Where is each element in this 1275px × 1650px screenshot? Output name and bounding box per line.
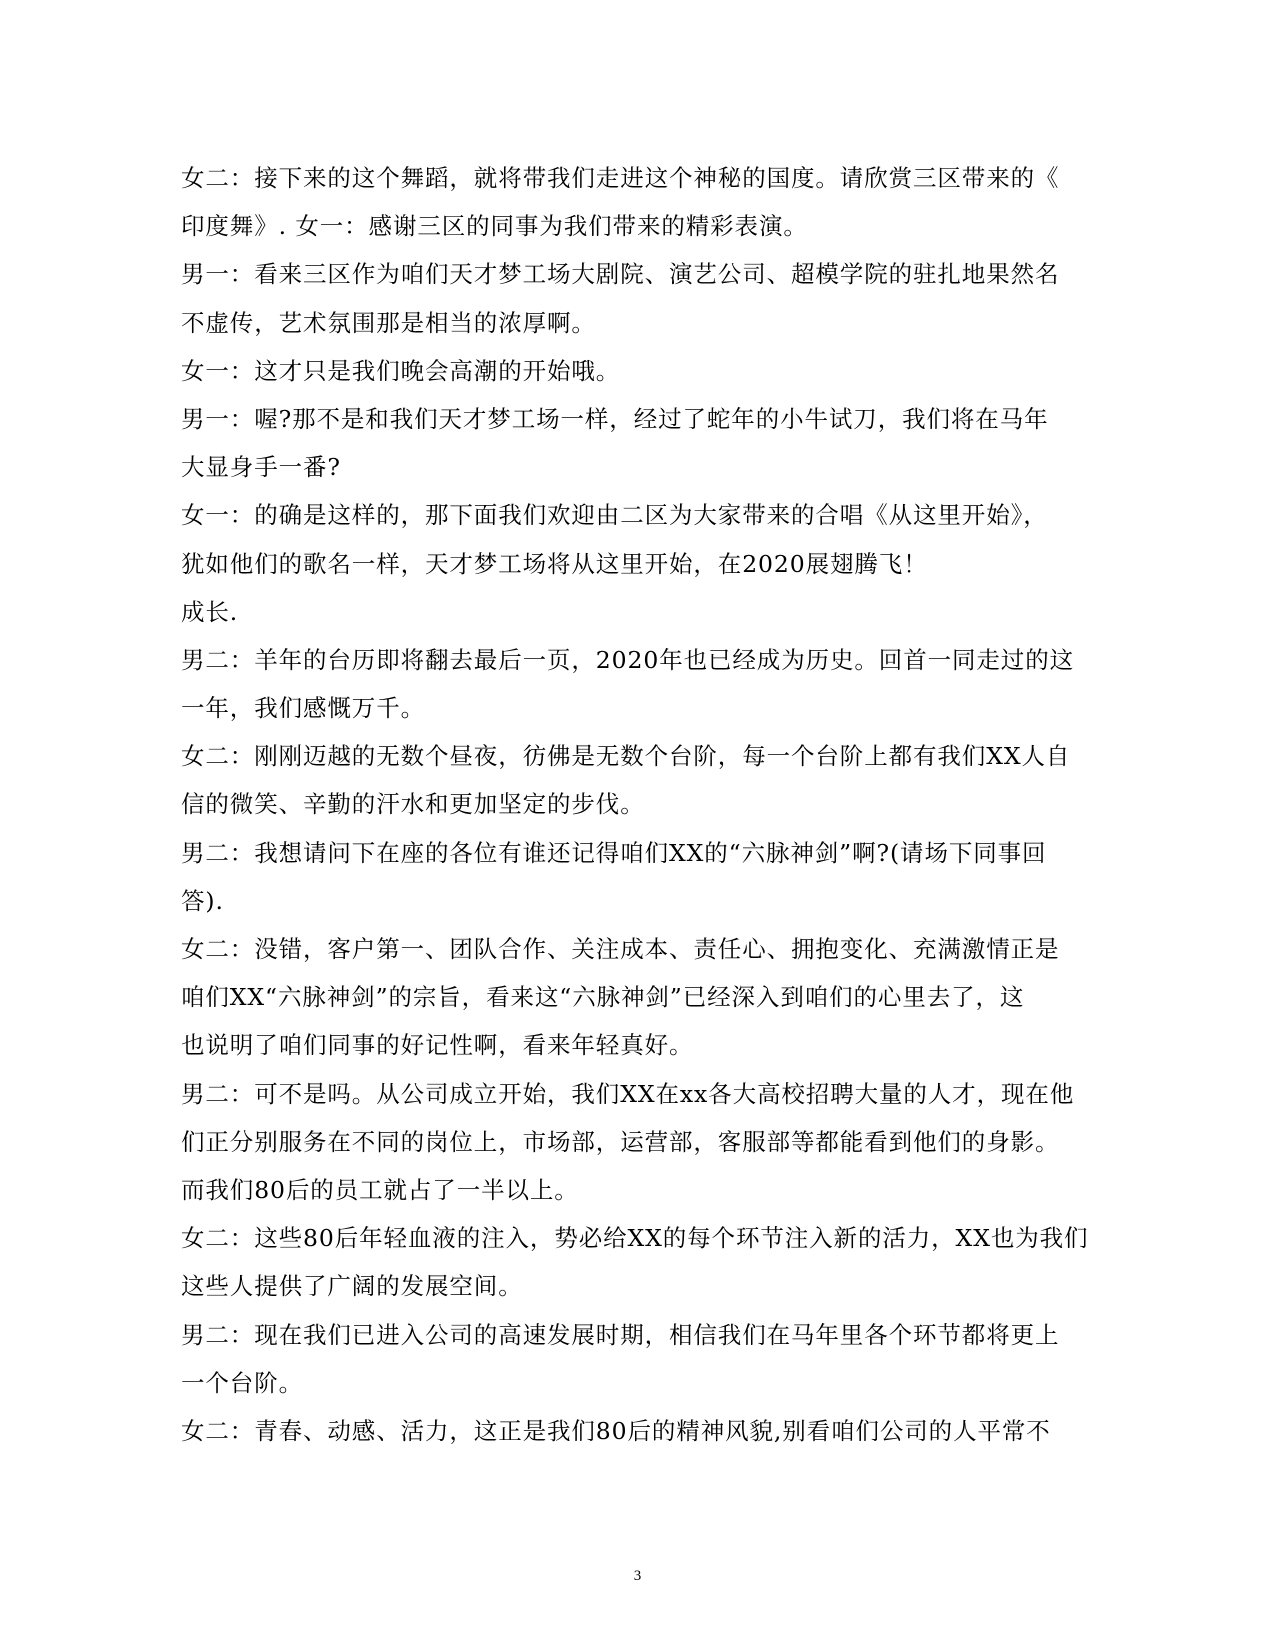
text-line: 女一：这才只是我们晚会高潮的开始哦。 (181, 356, 621, 385)
text-line: 成长. (181, 597, 239, 626)
text-line: 男一：看来三区作为咱们天才梦工场大剧院、演艺公司、超模学院的驻扎地果然名 (181, 260, 1060, 289)
text-line: 女二：这些80后年轻血液的注入，势必给XX的每个环节注入新的活力，XX也为我们 (181, 1224, 1089, 1253)
text-line: 女一：的确是这样的，那下面我们欢迎由二区为大家带来的合唱《从这里开始》， (181, 501, 1048, 530)
text-line: 女二：接下来的这个舞蹈，就将带我们走进这个神秘的国度。请欣赏三区带来的《 (181, 164, 1060, 192)
text-line: 男二：现在我们已进入公司的高速发展时期，相信我们在马年里各个环节都将更上 (181, 1320, 1060, 1349)
text-line: 犹如他们的歌名一样，天才梦工场将从这里开始，在2020展翅腾飞！ (181, 549, 928, 578)
text-line: 男一：喔?那不是和我们天才梦工场一样，经过了蛇年的小牛试刀，我们将在马年 (181, 404, 1049, 433)
text-line: 大显身手一番? (181, 453, 341, 482)
text-line: 一个台阶。 (181, 1368, 303, 1397)
text-line: 咱们XX“六脉神剑”的宗旨，看来这“六脉神剑”已经深入到咱们的心里去了，这 (181, 983, 1025, 1012)
text-line: 一年，我们感慨万千。 (181, 694, 425, 723)
text-line: 女二：青春、动感、活力，这正是我们80后的精神风貌,别看咱们公司的人平常不 (181, 1416, 1051, 1445)
text-line: 这些人提供了广阔的发展空间。 (181, 1272, 523, 1301)
text-line: 不虚传，艺术氛围那是相当的浓厚啊。 (181, 308, 596, 337)
text-line: 男二：羊年的台历即将翻去最后一页，2020年也已经成为历史。回首一同走过的这 (181, 645, 1075, 674)
text-line: 印度舞》. 女一：感谢三区的同事为我们带来的精彩表演。 (181, 212, 808, 241)
text-line: 女二：没错，客户第一、团队合作、关注成本、责任心、拥抱变化、充满激情正是 (181, 935, 1060, 963)
text-line: 而我们80后的员工就占了一半以上。 (181, 1175, 579, 1204)
text-line: 答). (181, 886, 224, 915)
text-line: 信的微笑、辛勤的汗水和更加坚定的步伐。 (181, 790, 645, 819)
page-number: 3 (633, 1568, 642, 1584)
text-line: 女二：刚刚迈越的无数个昼夜，彷佛是无数个台阶，每一个台阶上都有我们XX人自 (181, 742, 1071, 771)
text-line: 男二：我想请问下在座的各位有谁还记得咱们XX的“六脉神剑”啊?(请场下同事回 (181, 838, 1047, 867)
document-body (181, 154, 1091, 1455)
text-line: 们正分别服务在不同的岗位上，市场部，运营部，客服部等都能看到他们的身影。 (181, 1127, 1060, 1156)
text-line: 男二：可不是吗。从公司成立开始，我们XX在xx各大高校招聘大量的人才，现在他 (181, 1079, 1075, 1108)
text-line: 也说明了咱们同事的好记性啊，看来年轻真好。 (181, 1031, 694, 1060)
